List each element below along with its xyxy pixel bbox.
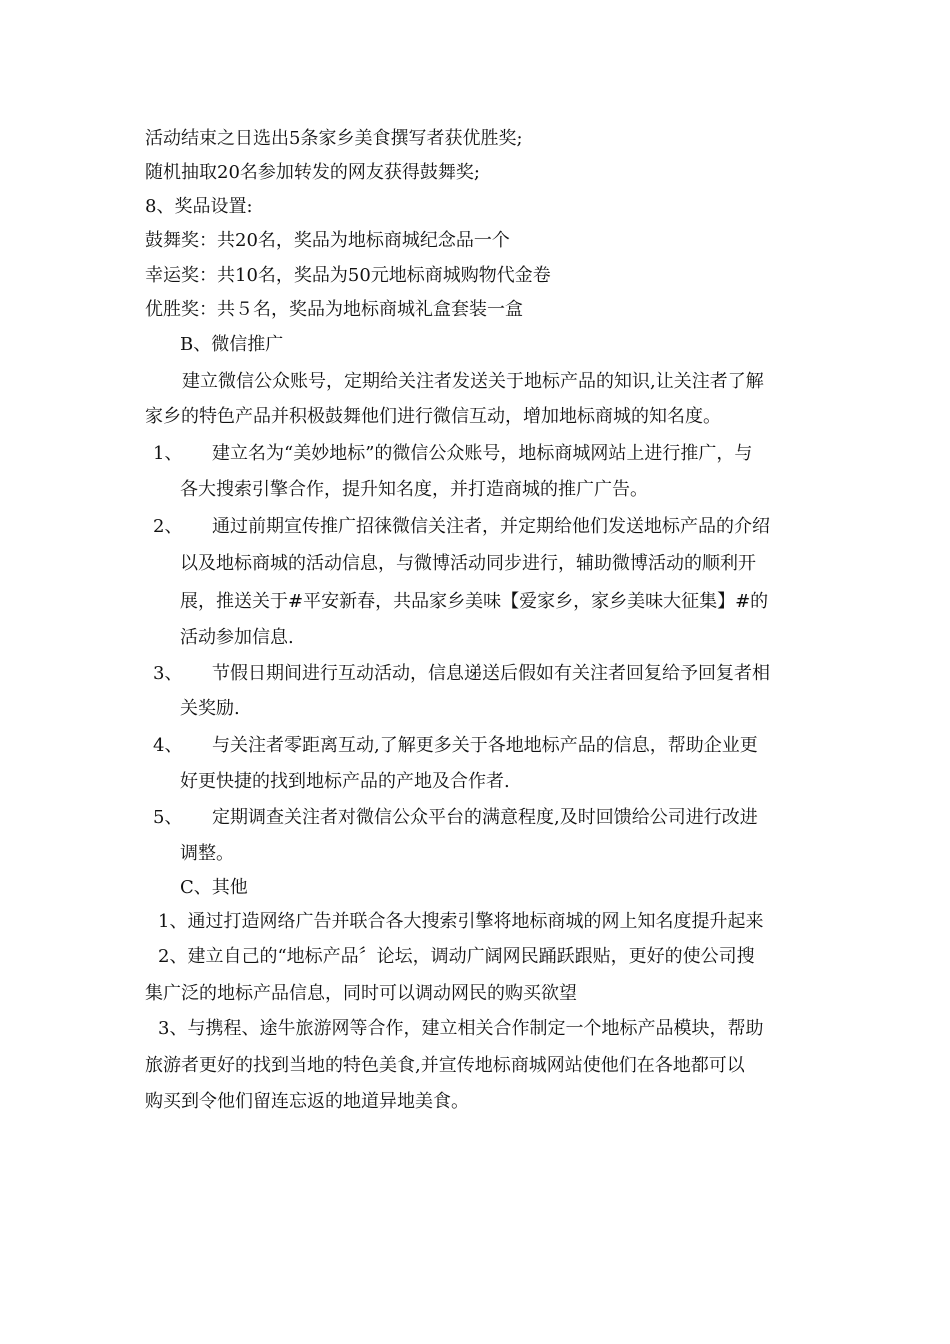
list-item-line: 以及地标商城的活动信息，与微博活动同步进行，辅助微博活动的顺利开: [180, 553, 756, 574]
text-line: 3、与携程、途牛旅游网等合作，建立相关合作制定一个地标产品模块，帮助: [158, 1018, 764, 1039]
text-line: 1、通过打造网络广告并联合各大搜索引擎将地标商城的网上知名度提升起来: [158, 911, 764, 932]
list-item-number: 2、: [153, 516, 183, 537]
text-line: 优胜奖：共５名，奖品为地标商城礼盒套装一盒: [145, 299, 523, 320]
list-item-line: 好更快捷的找到地标产品的产地及合作者.: [180, 771, 510, 792]
text-line: 旅游者更好的找到当地的特色美食,并宣传地标商城网站使他们在各地都可以: [145, 1055, 745, 1076]
text-line: 随机抽取20名参加转发的网友获得鼓舞奖;: [145, 162, 480, 183]
list-item-line: 建立名为“美妙地标”的微信公众账号，地标商城网站上进行推广，与: [212, 443, 753, 464]
text-line: 购买到令他们留连忘返的地道异地美食。: [145, 1091, 469, 1112]
text-line: 鼓舞奖：共20名，奖品为地标商城纪念品一个: [145, 230, 510, 251]
list-item-line: 关奖励.: [180, 698, 240, 719]
text-line: 活动结束之日选出5条家乡美食撰写者获优胜奖;: [145, 128, 523, 149]
text-line: 2、建立自己的“地标产品〞论坛，调动广阔网民踊跃跟贴，更好的使公司搜: [158, 946, 755, 967]
paragraph-line: 建立微信公众账号，定期给关注者发送关于地标产品的知识,让关注者了解: [182, 371, 764, 392]
list-item-number: 3、: [153, 663, 183, 684]
text-line: 幸运奖：共10名，奖品为50元地标商城购物代金卷: [145, 265, 551, 286]
list-item-line: 各大搜索引擎合作，提升知名度，并打造商城的推广广告。: [180, 479, 648, 500]
section-heading-c: C、其他: [180, 877, 248, 898]
list-item-line: 定期调查关注者对微信公众平台的满意程度,及时回馈给公司进行改进: [212, 807, 758, 828]
list-item-number: 1、: [153, 443, 183, 464]
text-line: 集广泛的地标产品信息，同时可以调动网民的购买欲望: [145, 983, 577, 1004]
list-item-line: 展，推送关于#平安新春，共品家乡美味【爱家乡，家乡美味大征集】#的: [180, 591, 769, 612]
section-heading-b: B、微信推广: [180, 334, 284, 355]
list-item-line: 通过前期宣传推广招徕微信关注者，并定期给他们发送地标产品的介绍: [212, 516, 770, 537]
text-line: 8、奖品设置:: [145, 196, 253, 217]
paragraph-line: 家乡的特色产品并积极鼓舞他们进行微信互动，增加地标商城的知名度。: [145, 406, 721, 427]
list-item-number: 5、: [153, 807, 183, 828]
list-item-line: 调整。: [180, 843, 234, 864]
list-item-line: 活动参加信息.: [180, 627, 294, 648]
list-item-line: 节假日期间进行互动活动，信息递送后假如有关注者回复给予回复者相: [212, 663, 770, 684]
list-item-line: 与关注者零距离互动,了解更多关于各地地标产品的信息，帮助企业更: [212, 735, 758, 756]
list-item-number: 4、: [153, 735, 183, 756]
